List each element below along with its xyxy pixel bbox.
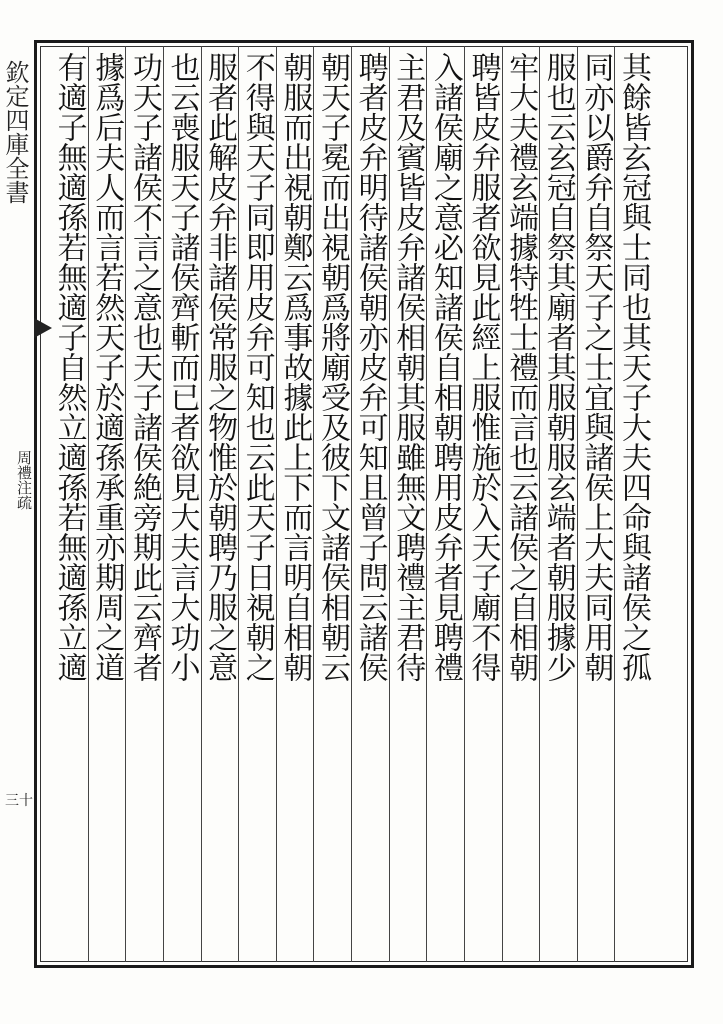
column-rule (426, 46, 427, 962)
column-rule (201, 46, 202, 962)
column-rule (389, 46, 390, 962)
text-column-6: 入諸侯廟之意必知諸侯自相朝聘用皮弁者見聘禮 (427, 52, 463, 682)
column-rule (163, 46, 164, 962)
column-rule (125, 46, 126, 962)
text-column-9: 朝天子冕而出視朝爲將廟受及彼下文諸侯相朝云 (315, 52, 350, 682)
text-column-13: 也云喪服天子諸侯齊斬而已者欲見大夫言大功小 (164, 52, 200, 682)
column-rule (502, 46, 503, 962)
text-column-11: 不得與天子同即用皮弁可知也云此天子日視朝之 (239, 52, 275, 682)
text-column-2: 同亦以爵弁自祭天子之士宜與諸侯上大夫同用朝 (578, 52, 614, 682)
edition-title: 欽定四庫全書 (1, 60, 29, 204)
text-column-5: 聘皆皮弁服者欲見此經上服惟施於入天子廟不得 (465, 52, 501, 682)
column-rule (276, 46, 277, 962)
text-column-15: 據爲后夫人而言若然天子於適孫承重亦期周之道 (89, 52, 125, 682)
text-column-10: 朝服而出視朝鄭云爲事故據此上下而言明自相朝 (277, 52, 313, 682)
column-rule (238, 46, 239, 962)
text-column-16: 有適子無適孫若無適子自然立適孫若無適孫立適 (51, 52, 87, 682)
text-column-1: 其餘皆玄冠與士同也其天子大夫四命與諸侯之孤 (616, 52, 651, 682)
text-column-7: 主君及賓皆皮弁諸侯相朝其服雖無文聘禮主君待 (390, 52, 426, 682)
column-rule (614, 46, 615, 962)
text-column-4: 牢大夫禮玄端據特牲士禮而言也云諸侯之自相朝 (503, 52, 539, 682)
column-rule (577, 46, 578, 962)
text-column-8: 聘者皮弁明待諸侯朝亦皮弁可知且曾子問云諸侯 (352, 52, 388, 682)
book-title: 周禮注疏 (15, 450, 33, 510)
column-rule (539, 46, 540, 962)
column-rule (351, 46, 352, 962)
text-column-14: 功天子諸侯不言之意也天子諸侯絶旁期此云齊者 (126, 52, 162, 682)
text-column-12: 服者此解皮弁非諸侯常服之物惟於朝聘乃服之意 (202, 52, 238, 682)
text-column-3: 服也云玄冠自祭其廟者其服朝服玄端者朝服據少 (540, 52, 576, 682)
column-rule (88, 46, 89, 962)
column-rule (313, 46, 314, 962)
page-number: 三十 (5, 793, 33, 809)
column-rule (464, 46, 465, 962)
